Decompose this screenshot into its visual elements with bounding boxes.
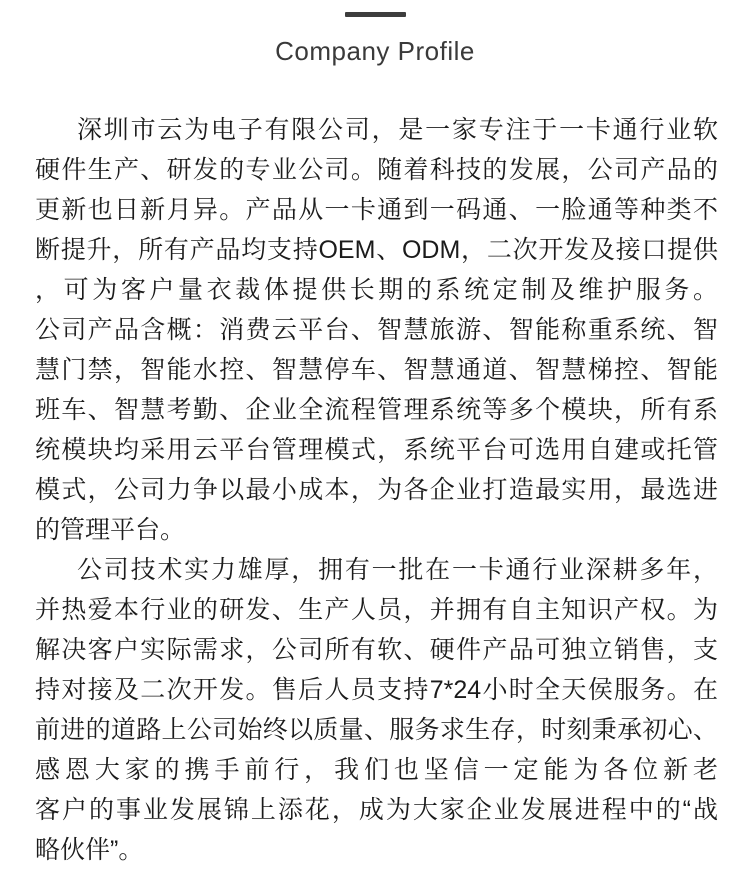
- text-line: 慧门禁，智能水控、智慧停车、智慧通道、智慧梯控、智能: [35, 356, 718, 384]
- text-line: 公司产品含概：消费云平台、智慧旅游、智能称重系统、智: [35, 316, 718, 344]
- text-line: 解决客户实际需求，公司所有软、硬件产品可独立销售，支: [35, 636, 718, 664]
- text-line: 并热爱本行业的研发、生产人员，并拥有自主知识产权。为: [35, 596, 718, 624]
- text-line: 统模块均采用云平台管理模式，系统平台可选用自建或托管: [35, 436, 718, 464]
- text-line: 更新也日新月异。产品从一卡通到一码通、一脸通等种类不: [35, 196, 718, 224]
- text-line: ，可为客户量衣裁体提供长期的系统定制及维护服务。: [35, 276, 718, 304]
- profile-body-text: [35, 110, 718, 870]
- text-line: 模式，公司力争以最小成本，为各企业打造最实用，最选进: [35, 476, 718, 504]
- text-line: 客户的事业发展锦上添花，成为大家企业发展进程中的“战: [35, 796, 718, 824]
- page-title: Company Profile: [275, 36, 475, 66]
- text-line: 感恩大家的携手前行，我们也坚信一定能为各位新老: [35, 756, 718, 784]
- text-line: 略伙伴”。: [35, 836, 144, 864]
- text-line: 深圳市云为电子有限公司，是一家专注于一卡通行业软: [77, 116, 718, 144]
- text-line: 的管理平台。: [35, 516, 186, 544]
- text-line: 班车、智慧考勤、企业全流程管理系统等多个模块，所有系: [35, 396, 718, 424]
- text-line: 断提升，所有产品均支持OEM、ODM，二次开发及接口提供: [35, 236, 718, 264]
- text-line: 前进的道路上公司始终以质量、服务求生存，时刻秉承初心、: [35, 716, 718, 744]
- title-accent-bar: [345, 12, 406, 17]
- text-line: 硬件生产、研发的专业公司。随着科技的发展，公司产品的: [35, 156, 718, 184]
- text-line: 持对接及二次开发。售后人员支持7*24小时全天侯服务。在: [35, 676, 718, 704]
- text-line: 公司技术实力雄厚，拥有一批在一卡通行业深耕多年，: [77, 556, 718, 584]
- company-profile-page: [0, 12, 750, 864]
